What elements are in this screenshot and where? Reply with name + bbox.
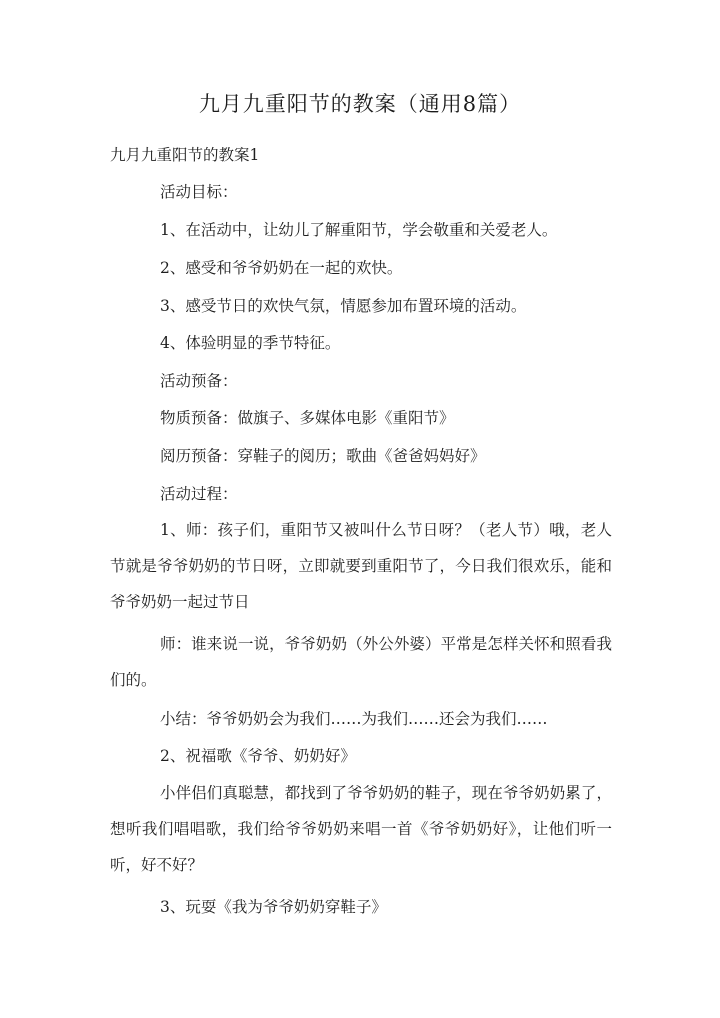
goal-item: 2、感受和爷爷奶奶在一起的欢快。 (160, 259, 403, 277)
prep-material: 物质预备：做旗子、多媒体电影《重阳节》 (160, 409, 455, 427)
goal-item: 4、体验明显的季节特征。 (160, 334, 341, 352)
process-step-1: 1、师：孩子们，重阳节又被叫什么节日呀？（老人节）哦，老人节就是爷爷奶奶的节日呀，立即就要到重阳节了，今日我们很欢乐，能和爷爷奶奶一起过节日 (110, 521, 612, 611)
step-3-heading: 3、玩耍《我为爷爷奶奶穿鞋子》 (160, 898, 387, 916)
section-heading: 九月九重阳节的教案1 (110, 146, 260, 164)
step-2-heading: 2、祝福歌《爷爷、奶奶好》 (160, 747, 356, 765)
prep-heading: 活动预备： (160, 372, 238, 390)
teacher-question: 师：谁来说一说，爷爷奶奶（外公外婆）平常是怎样关怀和照看我们的。 (110, 635, 612, 689)
step-2-text: 小伴侣们真聪慧，都找到了爷爷奶奶的鞋子，现在爷爷奶奶累了，想听我们唱唱歌，我们给爷爷奶奶来唱一首《爷爷奶奶好》，让他们听一听，好不好？ (110, 784, 612, 874)
document-title: 九月九重阳节的教案（通用8篇） (198, 92, 522, 116)
goal-item: 1、在活动中，让幼儿了解重阳节，学会敬重和关爱老人。 (160, 221, 558, 239)
goal-item: 3、感受节日的欢快气氛，情愿参加布置环境的活动。 (160, 297, 527, 315)
goals-heading: 活动目标： (160, 183, 238, 201)
process-heading: 活动过程： (160, 485, 238, 503)
summary: 小结：爷爷奶奶会为我们……为我们……还会为我们…… (160, 710, 548, 728)
prep-experience: 阅历预备：穿鞋子的阅历；歌曲《爸爸妈妈好》 (160, 447, 486, 465)
